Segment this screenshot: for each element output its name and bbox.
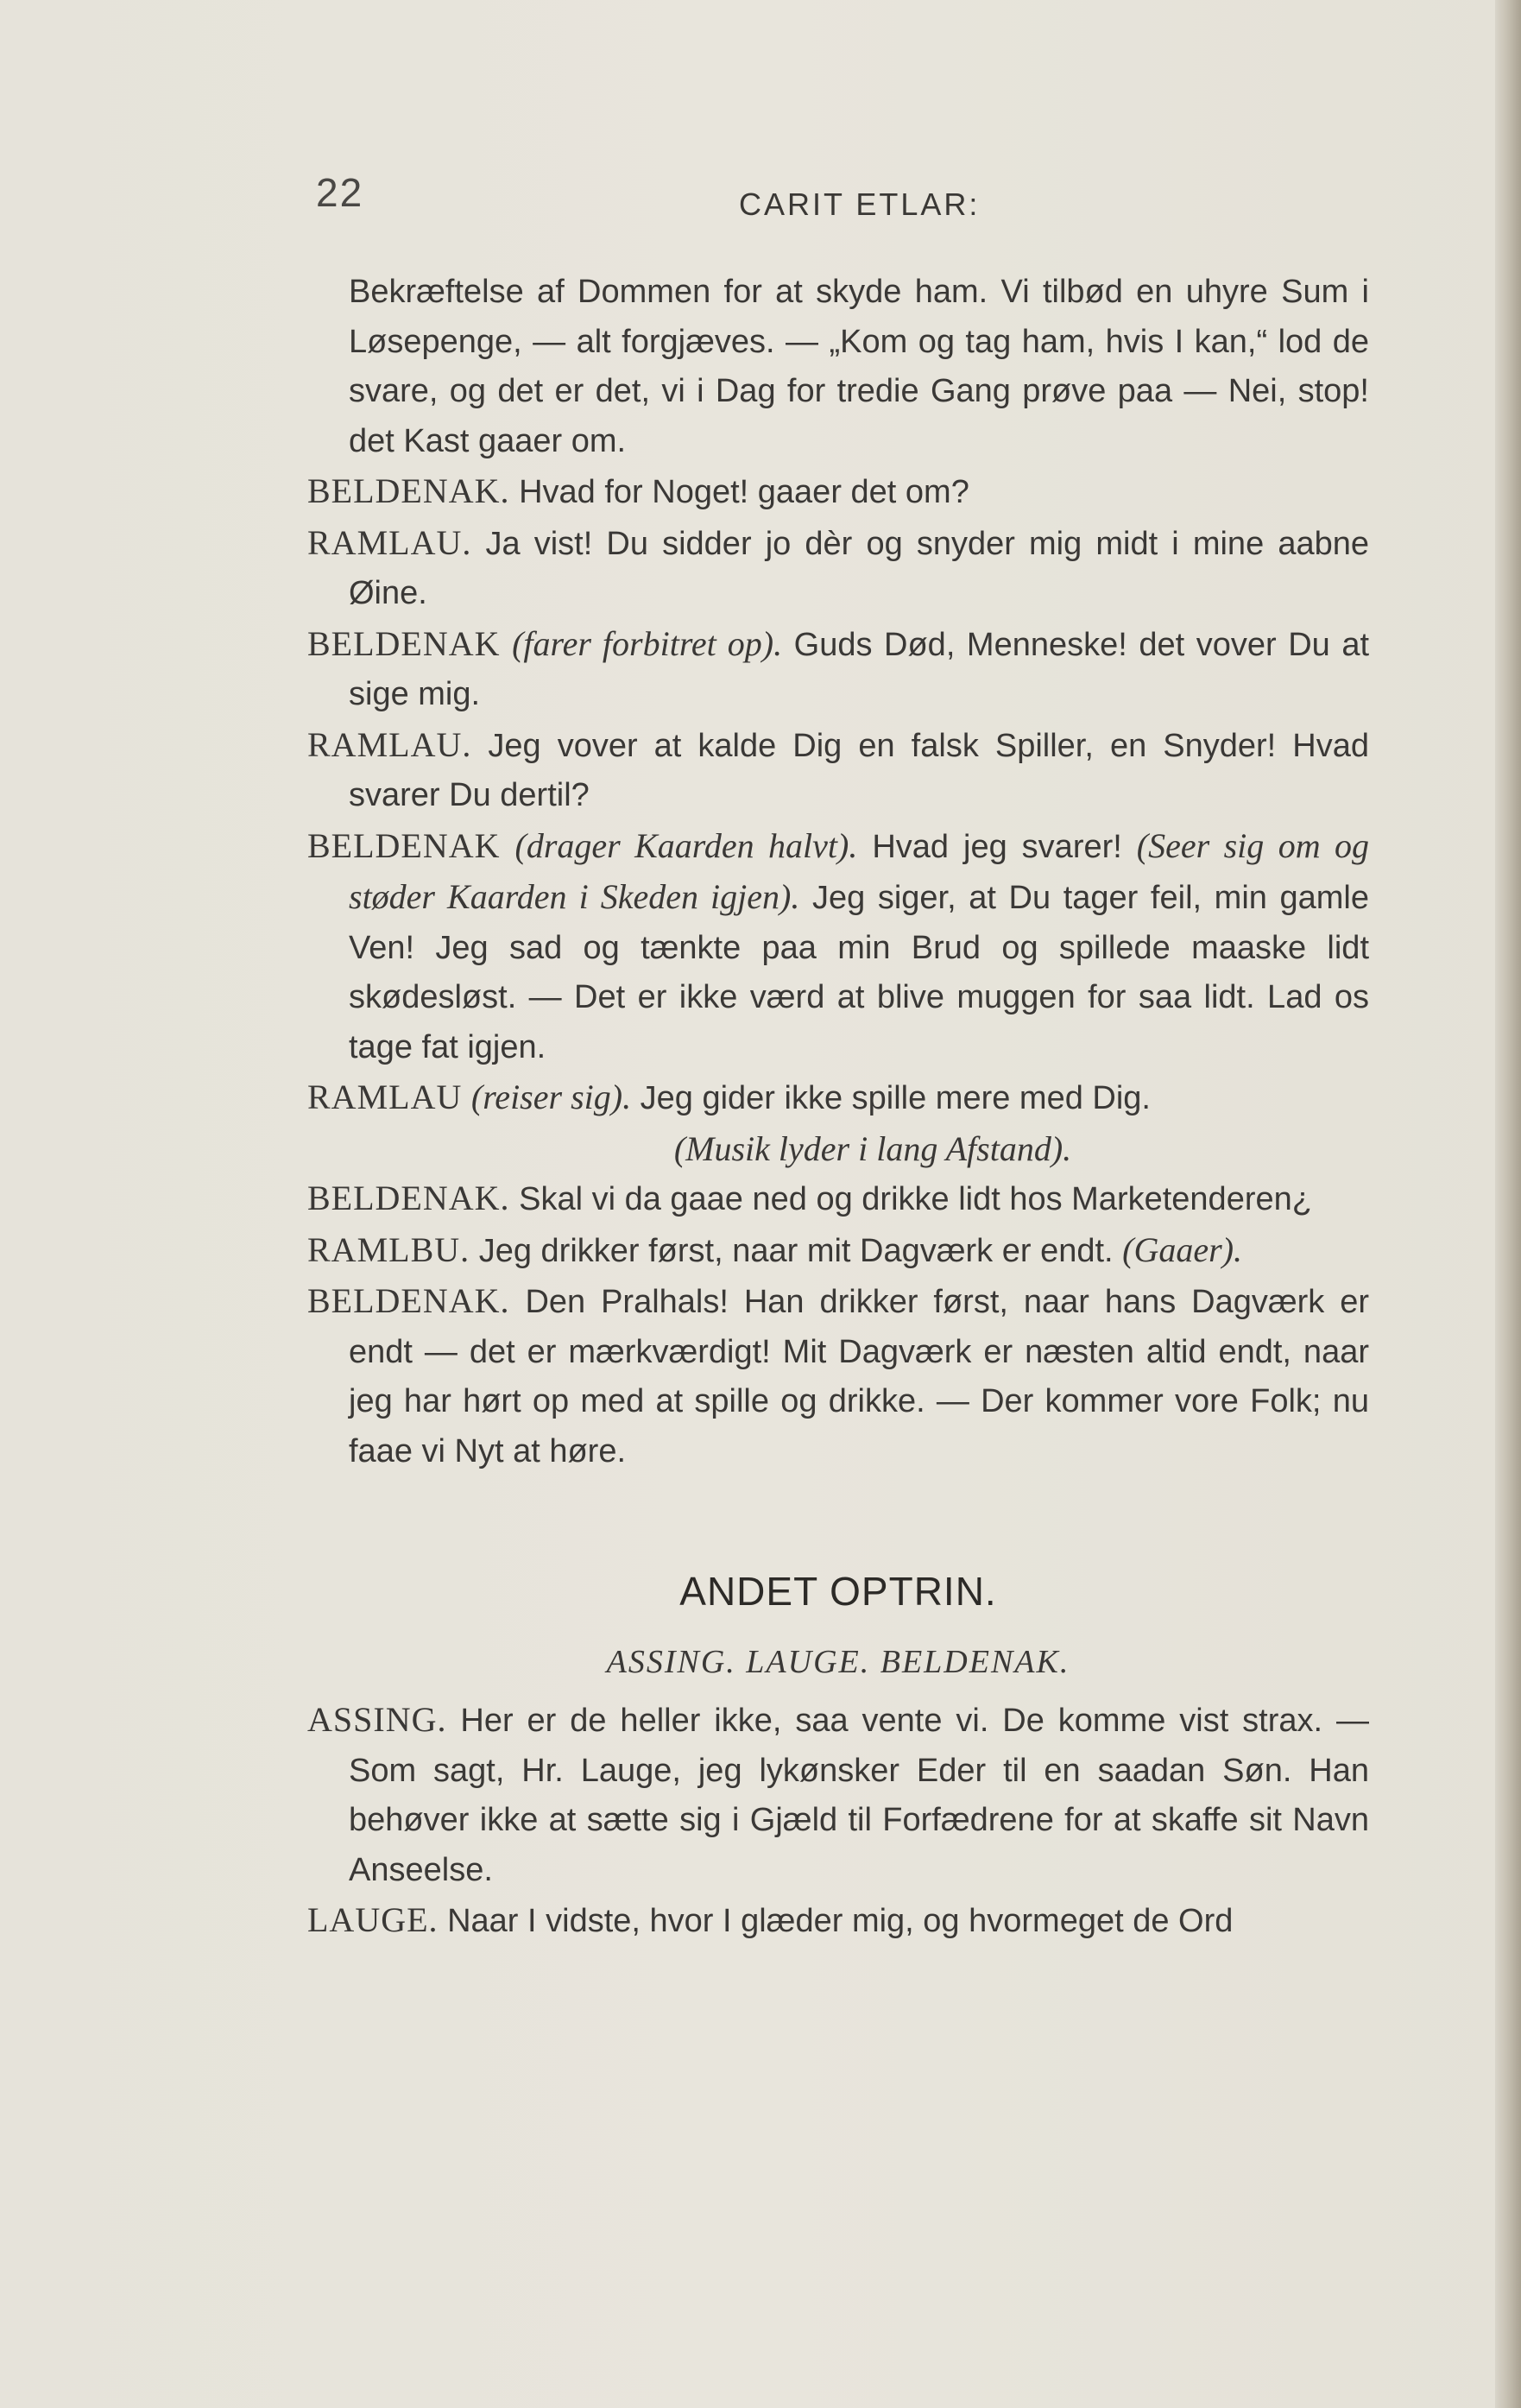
speaker-name: LAUGE. (307, 1900, 439, 1939)
speech-text: Guds Død, Menneske! det vover Du at sige mig. (349, 626, 1370, 712)
speech-text: Jeg siger, at Du tager feil, min gamle Ven! Jeg sad og tænkte paa min Brud og spillede maaske lidt skødesløst. — Det er ikke værd at blive muggen for saa lidt. Lad os tage fat igjen. (349, 880, 1369, 1065)
stage-direction: (Gaaer). (1122, 1229, 1243, 1269)
speech-text: Den Pralhals! Han drikker først, naar hans Dagværk er endt — det er mærkværdigt! Mit Dagværk er næsten altid endt, naar jeg har hørt op med at spille og drikke. — Der kommer vore Folk; nu faae vi Nyt at høre. (349, 1284, 1369, 1469)
speech-text: Skal vi da gaae ned og drikke lidt hos Marketenderen¿ (519, 1181, 1312, 1217)
page-edge (1495, 0, 1521, 2408)
speaker-name: RAMLAU. (307, 522, 472, 562)
stage-direction: (farer forbitret op). (512, 623, 783, 663)
speech-beldenak-3 (307, 821, 1369, 1073)
speech-ramlau-3 (307, 1072, 1369, 1124)
stage-direction: (reiser sig). (470, 1078, 632, 1116)
page-number: 22 (316, 170, 364, 215)
speaker-name: BELDENAK (307, 825, 501, 865)
speech-ramlbu (307, 1225, 1369, 1277)
speech-text: Hvad jeg svarer! (872, 828, 1122, 865)
speaker-name: RAMLAU (307, 1078, 463, 1116)
speech-ramlau-1 (307, 518, 1369, 619)
stage-direction-centered: (Musik lyder i lang Afstand). (673, 1128, 1072, 1168)
stage-direction: (Seer sig om og støder Kaarden i Skeden igjen). (349, 825, 1369, 916)
speech-ramlau-2 (307, 720, 1369, 821)
speech-text: Ja vist! Du sidder jo dèr og snyder mig midt i mine aabne Øine. (349, 525, 1369, 611)
speech-beldenak-4 (307, 1173, 1369, 1225)
scene-cast: ASSING. LAUGE. BELDENAK. (606, 1644, 1070, 1680)
scene-title: ANDET OPTRIN. (679, 1569, 997, 1614)
speech-lauge (307, 1895, 1369, 1947)
speaker-name: BELDENAK. (307, 1179, 510, 1217)
speaker-name: RAMLBU. (307, 1229, 470, 1269)
speech-text: Jeg vover at kalde Dig en falsk Spiller, en Snyder! Hvad svarer Du dertil? (349, 727, 1369, 813)
speech-text: Jeg gider ikke spille mere med Dig. (640, 1080, 1151, 1116)
running-header: CARIT ETLAR: (739, 186, 981, 222)
speaker-name: BELDENAK (307, 623, 501, 663)
speech-text: Hvad for Noget! gaaer det om? (519, 474, 969, 510)
stage-direction: (drager Kaarden halvt). (514, 825, 858, 865)
speech-text: Her er de heller ikke, saa vente vi. De komme vist strax. — Som sagt, Hr. Lauge, jeg lykønsker Eder til en saadan Søn. Han behøver ikke at sætte sig i Gjæld til Forfædrene for at skaffe sit Navn Anseelse. (349, 1703, 1369, 1888)
speech-assing (307, 1695, 1369, 1895)
continuation-paragraph: Bekræftelse af Dommen for at skyde ham. Vi tilbød en uhyre Sum i Løsepenge, — alt forgjæves. — „Kom og tag ham, hvis I kan,“ lod de svare, og det er det, vi i Dag for tredie Gang prøve paa — Nei, stop! det Kast gaaer om. (349, 274, 1369, 459)
speech-text: Naar I vidste, hvor I glæder mig, og hvormeget de Ord (447, 1903, 1234, 1939)
page-body (307, 268, 1369, 1947)
speech-beldenak-2 (307, 619, 1369, 720)
speech-beldenak-5 (307, 1276, 1369, 1476)
speech-text: Jeg drikker først, naar mit Dagværk er endt. (478, 1232, 1114, 1269)
speaker-name: BELDENAK. (307, 471, 510, 510)
speaker-name: ASSING. (307, 1700, 447, 1739)
speaker-name: BELDENAK. (307, 1281, 510, 1320)
speaker-name: RAMLAU. (307, 724, 472, 764)
speech-beldenak-1 (307, 466, 1369, 518)
